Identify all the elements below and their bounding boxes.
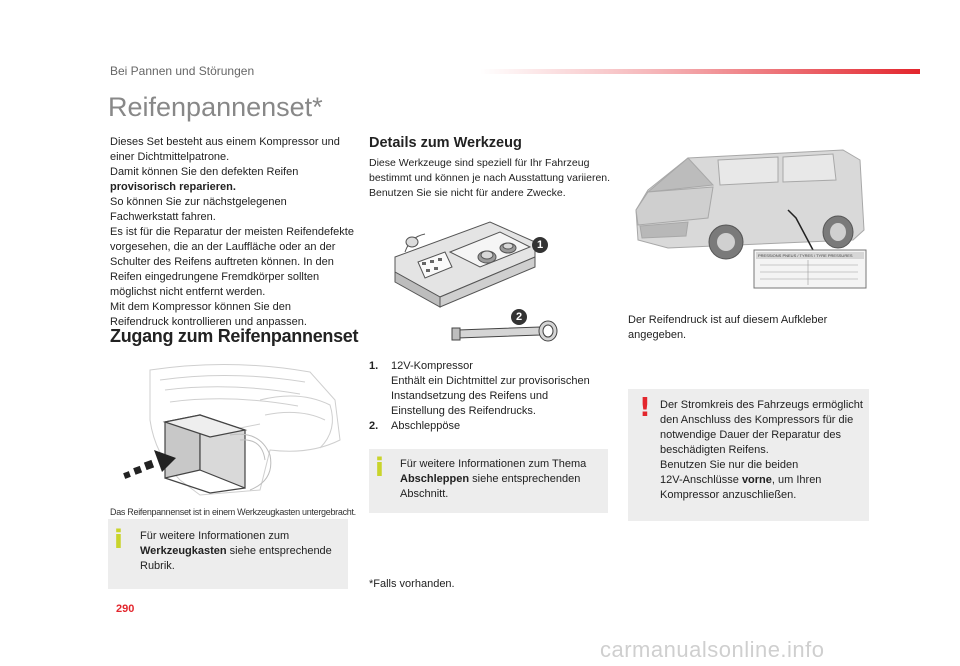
details-heading: Details zum Werkzeug: [369, 135, 522, 151]
tyre-pressure-sticker-label: PRESSIONS PNEUS / TYRES / TYRE PRESSURES: [758, 253, 853, 258]
toolbox-caption: Das Reifenpannenset ist in einem Werkzeugkasten untergebracht.: [110, 507, 356, 517]
info-icon: i: [114, 525, 123, 555]
marker-1: 1: [532, 237, 548, 253]
section-label: Bei Pannen und Störungen: [110, 64, 255, 78]
warning-icon: !: [639, 393, 651, 423]
tool-list: [369, 359, 619, 434]
list-item: 2. Abschleppöse: [369, 420, 461, 432]
details-intro: Diese Werkzeuge sind speziell für Ihr Fahrzeug bestimmt und können je nach Ausstattung variieren. Benutzen Sie sie nicht für andere Zwecke.: [369, 157, 611, 199]
header-rule: [480, 69, 920, 74]
page-number: 290: [116, 603, 135, 615]
list-item: 1. 12V-Kompressor Enthält ein Dichtmittel zur provisorischen Instandsetzung des Reifens und Einstellung des Reifendrucks.: [369, 360, 590, 417]
page-title: Reifenpannenset*: [108, 92, 323, 122]
access-heading: Zugang zum Reifenpannenset: [110, 326, 359, 346]
seat-toolbox-illustration: [110, 360, 350, 500]
footnote: *Falls vorhanden.: [369, 578, 455, 590]
tool-kit-illustration: [390, 212, 560, 352]
warning-note-power: ! Der Stromkreis des Fahrzeugs ermöglicht den Anschluss des Kompressors für die notwendige Dauer der Reparatur des beschädigten Reifens. Benutzen Sie nur die beiden 12V-Anschlüsse vorne, um Ihren Kompressor anzuschließen.: [628, 389, 869, 521]
marker-2: 2: [511, 309, 527, 325]
van-illustration: [628, 140, 868, 295]
info-note-toolbox: i Für weitere Informationen zum Werkzeugkasten siehe entsprechende Rubrik.: [108, 519, 348, 589]
info-icon: i: [375, 453, 384, 483]
info-note-towing: i Für weitere Informationen zum Thema Abschleppen siehe entsprechenden Abschnitt.: [369, 449, 608, 513]
intro-paragraph: Dieses Set besteht aus einem Kompressor und einer Dichtmittelpatrone. Damit können Sie den defekten Reifen provisorisch reparieren. So können Sie zur nächstgelegenen Fachwerkstatt fahren. Es ist für die Reparatur der meisten Reifendefekte vorgesehen, die an der Lauffläche oder an der Schulter des Reifens auftreten können. In den Reifen eingedrungene Fremdkörper sollten möglichst nicht entfernt werden. Mit dem Kompressor können Sie den Reifendruck kontrollieren und anpassen.: [110, 136, 354, 328]
sticker-text: Der Reifendruck ist auf diesem Aufkleber angegeben.: [628, 314, 828, 341]
watermark: carmanualsonline.info: [600, 637, 825, 662]
